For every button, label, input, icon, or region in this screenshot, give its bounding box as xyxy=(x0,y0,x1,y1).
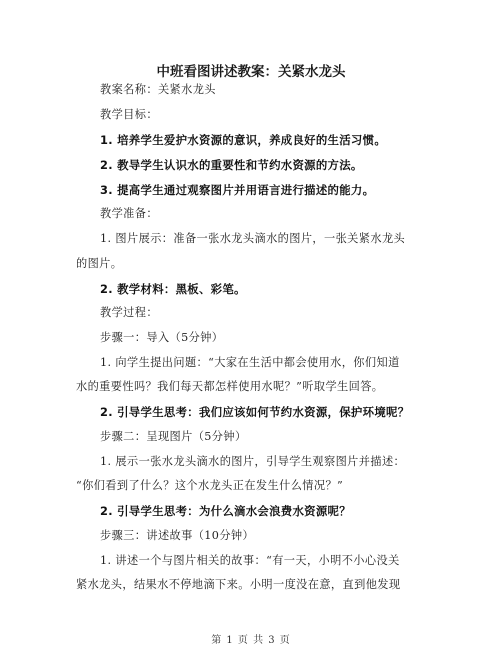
step-3-item-1-cont: 紧水龙头，结果水不停地滴下来。小明一度没在意，直到他发现 xyxy=(76,578,401,591)
lesson-name: 教案名称：关紧水龙头 xyxy=(100,83,216,96)
step-2-heading: 步骤二：呈现图片（5分钟） xyxy=(100,430,247,443)
section-heading-objectives: 教学目标： xyxy=(100,108,158,121)
preparation-2: 2. 教学材料：黑板、彩笔。 xyxy=(100,282,246,296)
step-2-item-1: 1. 展示一张水龙头滴水的图片，引导学生观察图片并描述： xyxy=(100,455,406,468)
page-footer: 第 1 页 共 3 页 xyxy=(211,635,291,646)
step-2-item-2: 2. 引导学生思考：为什么滴水会浪费水资源呢？ xyxy=(100,504,351,518)
step-3-item-1: 1. 讲述一个与图片相关的故事：“有一天，小明不小心没关 xyxy=(100,554,400,567)
section-heading-preparation: 教学准备： xyxy=(100,207,158,220)
objective-2: 2. 教导学生认识水的重要性和节约水资源的方法。 xyxy=(100,158,363,172)
preparation-1-cont: 的图片。 xyxy=(76,257,123,270)
step-1-item-1: 1. 向学生提出问题：“大家在生活中都会使用水，你们知道 xyxy=(100,356,400,369)
step-3-heading: 步骤三：讲述故事（10分钟） xyxy=(100,529,255,542)
step-1-item-2: 2. 引导学生思考：我们应该如何节约水资源，保护环境呢？ xyxy=(100,405,410,419)
section-heading-process: 教学过程： xyxy=(100,306,158,319)
step-1-item-1-cont: 水的重要性吗？我们每天都怎样使用水呢？”听取学生回答。 xyxy=(76,380,384,393)
preparation-1: 1. 图片展示：准备一张水龙头滴水的图片，一张关紧水龙头 xyxy=(100,232,406,245)
step-2-item-1-cont: “你们看到了什么？这个水龙头正在发生什么情况？” xyxy=(76,479,344,492)
step-1-heading: 步骤一：导入（5分钟） xyxy=(100,331,224,344)
objective-1: 1. 培养学生爱护水资源的意识，养成良好的生活习惯。 xyxy=(100,133,387,147)
objective-3: 3. 提高学生通过观察图片并用语言进行描述的能力。 xyxy=(100,183,375,197)
document-title: 中班看图讲述教案：关紧水龙头 xyxy=(156,64,346,80)
